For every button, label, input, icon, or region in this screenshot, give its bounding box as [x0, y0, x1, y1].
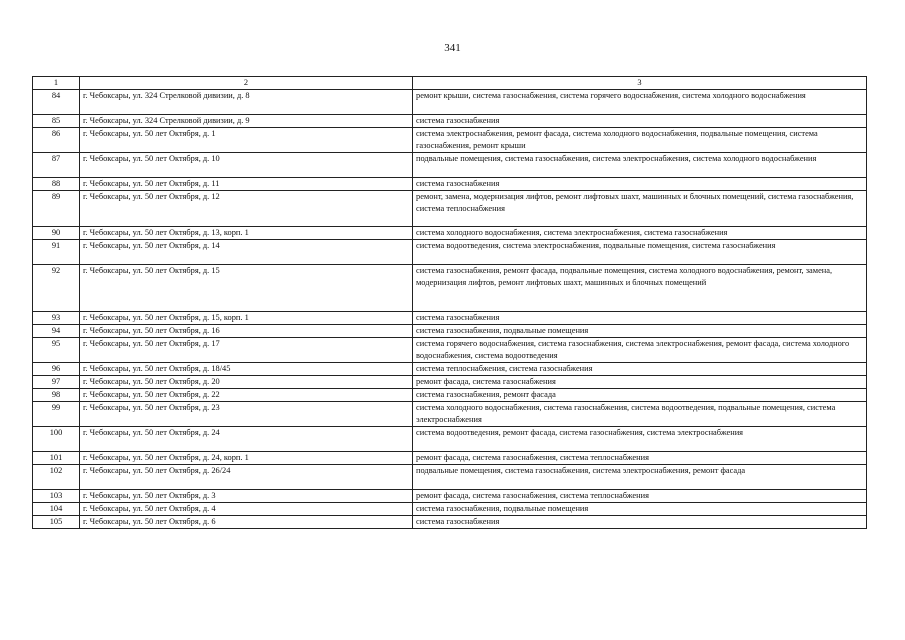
works-cell: ремонт фасада, система газоснабжения, система теплоснабжения: [413, 452, 867, 465]
address-cell: г. Чебоксары, ул. 50 лет Октября, д. 23: [80, 402, 413, 427]
address-cell: г. Чебоксары, ул. 50 лет Октября, д. 4: [80, 503, 413, 516]
table-row: [33, 452, 867, 465]
row-number-cell: 105: [33, 516, 80, 529]
table-row: [33, 227, 867, 240]
works-cell: система холодного водоснабжения, система газоснабжения, система водоотведения, подвальные помещения, система электроснабжения: [413, 402, 867, 427]
row-number-cell: 97: [33, 376, 80, 389]
address-cell: г. Чебоксары, ул. 50 лет Октября, д. 16: [80, 325, 413, 338]
works-cell: система газоснабжения, подвальные помещения: [413, 325, 867, 338]
row-number-cell: 96: [33, 363, 80, 376]
works-cell: система теплоснабжения, система газоснабжения: [413, 363, 867, 376]
works-cell: система газоснабжения, ремонт фасада: [413, 389, 867, 402]
table-row: [33, 265, 867, 312]
table-row: [33, 465, 867, 490]
table-row: [33, 363, 867, 376]
address-cell: г. Чебоксары, ул. 50 лет Октября, д. 22: [80, 389, 413, 402]
column-header-works: 3: [413, 77, 867, 90]
table-row: [33, 376, 867, 389]
row-number-cell: 100: [33, 427, 80, 452]
address-cell: г. Чебоксары, ул. 50 лет Октября, д. 3: [80, 490, 413, 503]
table-row: [33, 191, 867, 227]
address-cell: г. Чебоксары, ул. 50 лет Октября, д. 1: [80, 128, 413, 153]
table-row: [33, 325, 867, 338]
table-row: [33, 516, 867, 529]
table-row: [33, 503, 867, 516]
row-number-cell: 93: [33, 312, 80, 325]
row-number-cell: 98: [33, 389, 80, 402]
table-row: [33, 490, 867, 503]
address-cell: г. Чебоксары, ул. 50 лет Октября, д. 18/45: [80, 363, 413, 376]
works-cell: система водоотведения, система электроснабжения, подвальные помещения, система газоснабжения: [413, 240, 867, 265]
row-number-cell: 90: [33, 227, 80, 240]
row-number-cell: 95: [33, 338, 80, 363]
table-row: [33, 178, 867, 191]
row-number-cell: 94: [33, 325, 80, 338]
table-row: [33, 153, 867, 178]
row-number-cell: 85: [33, 115, 80, 128]
row-number-cell: 102: [33, 465, 80, 490]
address-cell: г. Чебоксары, ул. 50 лет Октября, д. 14: [80, 240, 413, 265]
table-row: [33, 389, 867, 402]
row-number-cell: 84: [33, 90, 80, 115]
works-cell: ремонт, замена, модернизация лифтов, ремонт лифтовых шахт, машинных и блочных помещений, система газоснабжения, система теплоснабжения: [413, 191, 867, 227]
table-row: [33, 312, 867, 325]
address-cell: г. Чебоксары, ул. 50 лет Октября, д. 11: [80, 178, 413, 191]
address-cell: г. Чебоксары, ул. 324 Стрелковой дивизии, д. 8: [80, 90, 413, 115]
row-number-cell: 103: [33, 490, 80, 503]
address-cell: г. Чебоксары, ул. 50 лет Октября, д. 12: [80, 191, 413, 227]
address-cell: г. Чебоксары, ул. 50 лет Октября, д. 15, корп. 1: [80, 312, 413, 325]
works-cell: система холодного водоснабжения, система электроснабжения, система газоснабжения: [413, 227, 867, 240]
address-cell: г. Чебоксары, ул. 50 лет Октября, д. 15: [80, 265, 413, 312]
works-cell: система газоснабжения: [413, 312, 867, 325]
works-cell: ремонт фасада, система газоснабжения, система теплоснабжения: [413, 490, 867, 503]
row-number-cell: 101: [33, 452, 80, 465]
address-cell: г. Чебоксары, ул. 50 лет Октября, д. 6: [80, 516, 413, 529]
address-cell: г. Чебоксары, ул. 324 Стрелковой дивизии, д. 9: [80, 115, 413, 128]
works-cell: система электроснабжения, ремонт фасада, система холодного водоснабжения, подвальные помещения, система газоснабжения, ремонт крыши: [413, 128, 867, 153]
address-cell: г. Чебоксары, ул. 50 лет Октября, д. 24: [80, 427, 413, 452]
address-cell: г. Чебоксары, ул. 50 лет Октября, д. 24, корп. 1: [80, 452, 413, 465]
address-cell: г. Чебоксары, ул. 50 лет Октября, д. 10: [80, 153, 413, 178]
works-cell: ремонт фасада, система газоснабжения: [413, 376, 867, 389]
works-cell: система газоснабжения, подвальные помещения: [413, 503, 867, 516]
column-header-number: 1: [33, 77, 80, 90]
works-cell: система горячего водоснабжения, система газоснабжения, система электроснабжения, ремонт фасада, система холодного водоснабжения, система водоотведения: [413, 338, 867, 363]
table-body: [33, 77, 867, 529]
address-cell: г. Чебоксары, ул. 50 лет Октября, д. 26/24: [80, 465, 413, 490]
works-cell: система газоснабжения: [413, 178, 867, 191]
row-number-cell: 92: [33, 265, 80, 312]
column-header-address: 2: [80, 77, 413, 90]
page-number: 341: [444, 42, 461, 54]
table-row: [33, 427, 867, 452]
table-header-row: [33, 77, 867, 90]
works-cell: подвальные помещения, система газоснабжения, система электроснабжения, система холодного водоснабжения: [413, 153, 867, 178]
row-number-cell: 91: [33, 240, 80, 265]
row-number-cell: 87: [33, 153, 80, 178]
row-number-cell: 88: [33, 178, 80, 191]
address-cell: г. Чебоксары, ул. 50 лет Октября, д. 13, корп. 1: [80, 227, 413, 240]
works-cell: система газоснабжения: [413, 516, 867, 529]
row-number-cell: 89: [33, 191, 80, 227]
works-cell: система водоотведения, ремонт фасада, система газоснабжения, система электроснабжения: [413, 427, 867, 452]
address-cell: г. Чебоксары, ул. 50 лет Октября, д. 20: [80, 376, 413, 389]
works-cell: система газоснабжения: [413, 115, 867, 128]
row-number-cell: 86: [33, 128, 80, 153]
works-cell: подвальные помещения, система газоснабжения, система электроснабжения, ремонт фасада: [413, 465, 867, 490]
table-row: [33, 338, 867, 363]
address-cell: г. Чебоксары, ул. 50 лет Октября, д. 17: [80, 338, 413, 363]
table-row: [33, 90, 867, 115]
table-row: [33, 115, 867, 128]
works-cell: ремонт крыши, система газоснабжения, система горячего водоснабжения, система холодного водоснабжения: [413, 90, 867, 115]
table-row: [33, 128, 867, 153]
row-number-cell: 104: [33, 503, 80, 516]
row-number-cell: 99: [33, 402, 80, 427]
works-cell: система газоснабжения, ремонт фасада, подвальные помещения, система холодного водоснабжения, ремонт, замена, модернизация лифтов, ремонт лифтовых шахт, машинных и блочных помещений: [413, 265, 867, 312]
table-row: [33, 240, 867, 265]
table-row: [33, 402, 867, 427]
registry-table: [32, 76, 867, 529]
